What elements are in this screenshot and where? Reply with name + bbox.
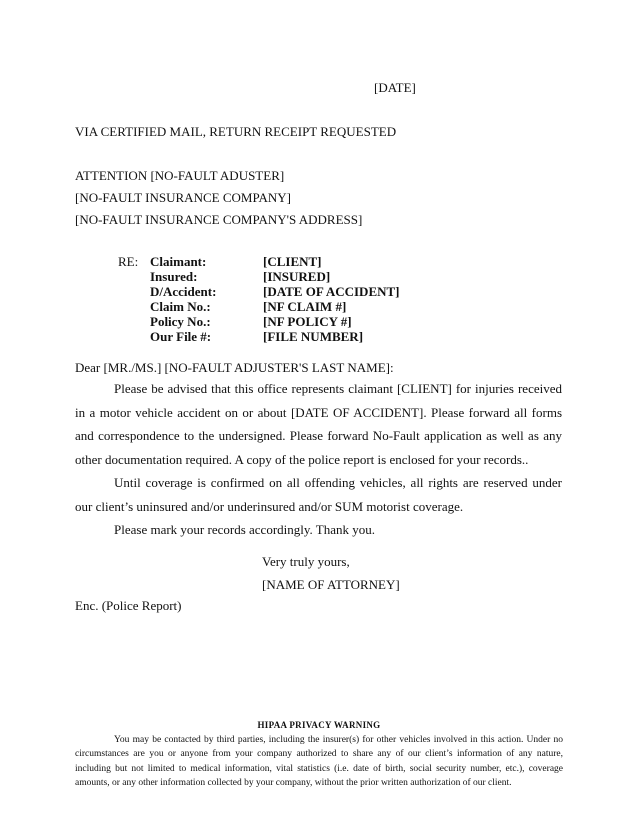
re-row-value: [DATE OF ACCIDENT] (263, 284, 400, 299)
re-row-claim-number (150, 299, 400, 314)
salutation: Dear [MR./MS.] [NO-FAULT ADJUSTER'S LAST NAME]: (75, 360, 394, 375)
re-row-value: [NF CLAIM #] (263, 299, 347, 314)
re-row-value: [INSURED] (263, 269, 331, 284)
enclosure-note: Enc. (Police Report) (75, 598, 182, 613)
recipient-address: [NO-FAULT INSURANCE COMPANY'S ADDRESS] (75, 212, 363, 227)
re-label: RE: (118, 254, 139, 269)
re-row-label: Claim No.: (150, 299, 211, 314)
recipient-company: [NO-FAULT INSURANCE COMPANY] (75, 190, 291, 205)
re-row-file-number (150, 329, 400, 344)
re-row-label: D/Accident: (150, 284, 217, 299)
re-row-policy-number (150, 314, 400, 329)
body-paragraph: Please be advised that this office represents claimant [CLIENT] for injuries received in a motor vehicle accident on or about [DATE OF ACCIDENT]. Please forward all forms and correspondence to the undersigned. Please forward No-Fault application as well as any other documentation required. A copy of the police report is enclosed for your records.. (75, 381, 562, 467)
body-paragraph: Until coverage is confirmed on all offending vehicles, all rights are reserved under our client’s uninsured and/or underinsured and/or SUM motorist coverage. (75, 475, 562, 514)
closing: Very truly yours, (262, 554, 350, 569)
re-row-value: [FILE NUMBER] (263, 329, 364, 344)
hipaa-warning (75, 733, 563, 790)
letter-date: [DATE] (374, 80, 416, 95)
re-row-label: Claimant: (150, 254, 207, 269)
body-paragraph: Please mark your records accordingly. Thank you. (114, 522, 376, 537)
attention-line: ATTENTION [NO-FAULT ADUSTER] (75, 168, 285, 183)
re-row-claimant (150, 254, 400, 269)
delivery-method: VIA CERTIFIED MAIL, RETURN RECEIPT REQUESTED (75, 124, 397, 139)
re-block (150, 254, 400, 344)
re-row-label: Our File #: (150, 329, 212, 344)
re-row-label: Policy No.: (150, 314, 211, 329)
hipaa-text: You may be contacted by third parties, including the insurer(s) for other vehicles involved in this action. Under no circumstances are you or anyone from your company authorized to share any of our client’s information of any nature, including but not limited to medical information, vital statistics (i.e. date of birth, social security number, etc.), coverage amounts, or any other information collected by your company, without the prior written authorization of our client. (75, 735, 563, 788)
letter-body (75, 377, 562, 542)
re-row-insured (150, 269, 400, 284)
re-row-label: Insured: (150, 269, 198, 284)
re-row-date-of-accident (150, 284, 400, 299)
re-row-value: [CLIENT] (263, 254, 322, 269)
hipaa-title: HIPAA PRIVACY WARNING (257, 720, 381, 730)
re-row-value: [NF POLICY #] (263, 314, 352, 329)
signer-name: [NAME OF ATTORNEY] (262, 577, 400, 592)
